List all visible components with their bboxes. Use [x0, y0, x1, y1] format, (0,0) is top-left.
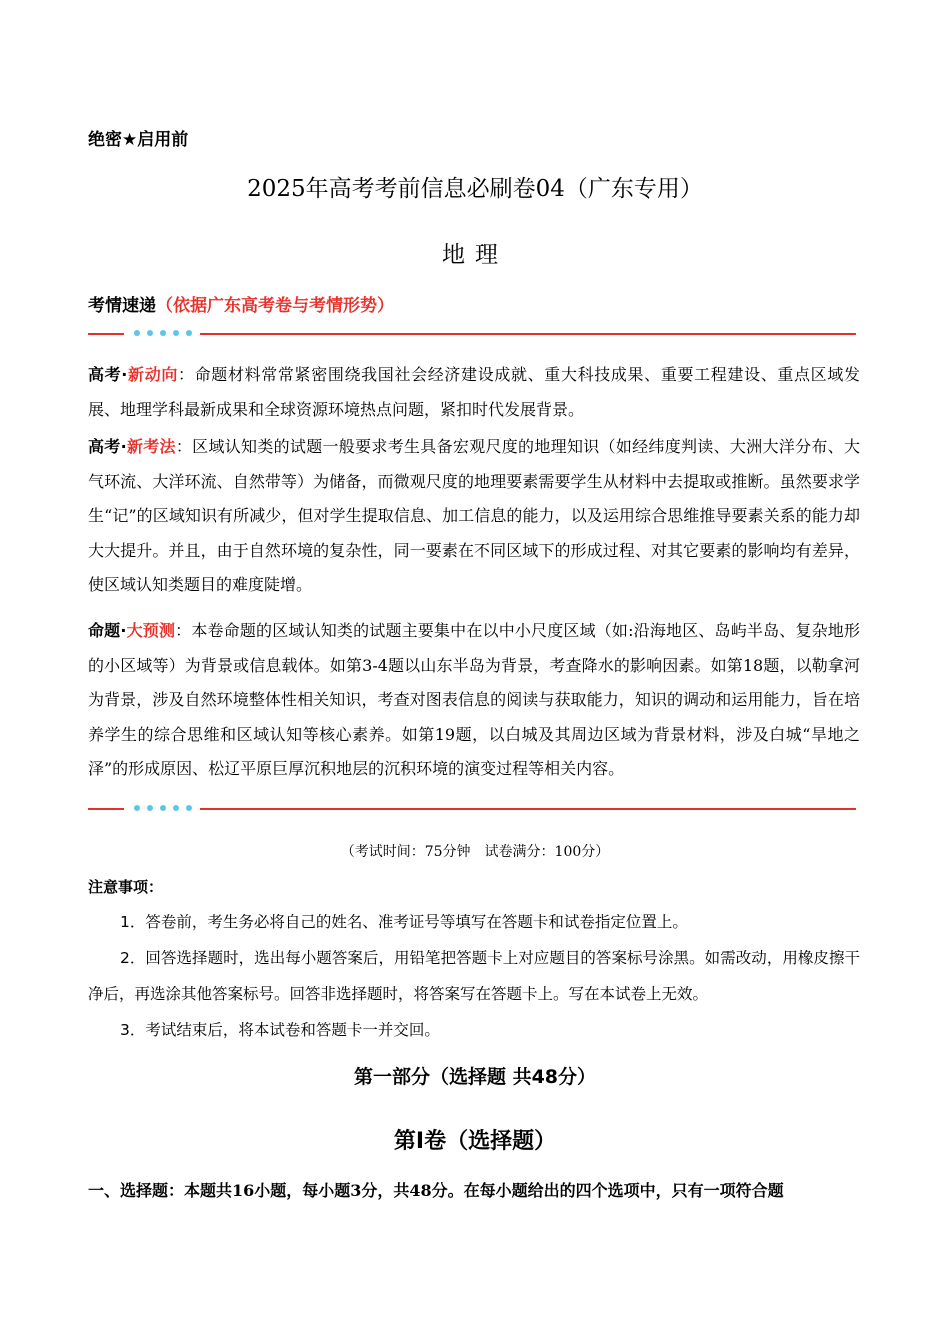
exam-title: 2025年高考考前信息必刷卷04（广东专用）: [247, 176, 703, 202]
info-key: 高考·新动向: [88, 365, 178, 384]
info-key: 高考·新考法: [88, 437, 176, 456]
info-text: ：区域认知类的试题一般要求考生具备宏观尺度的地理知识（如经纬度判读、大洲大洋分布、大气环流、大洋环流、自然带等）为储备，而微观尺度的地理要素需要学生从材料中去提取或推断。虽然要求学生“记”的区域知识有所减少，但对学生提取信息、加工信息的能力，以及运用综合思维推导要素关系的能力却大大提升。并且，由于自然环境的复杂性，同一要素在不同区域下的形成过程、对其它要素的影响均有差异，使区域认知类题目的难度陡增。: [88, 437, 860, 594]
secret-mark: 绝密★启用前: [88, 130, 189, 150]
notice-item: 3．考试结束后，将本试卷和答题卡一并交回。: [120, 1021, 440, 1039]
part-one-heading: 第一部分（选择题 共48分）: [353, 1066, 597, 1088]
divider-bottom: [88, 803, 856, 815]
info-paragraph-forecast: [88, 614, 860, 787]
info-paragraph-method: [88, 430, 860, 603]
info-paragraph-trend: [88, 358, 860, 427]
volume-one-heading: 第Ⅰ卷（选择题）: [393, 1129, 557, 1154]
section-label-note: （依据广东高考卷与考情形势）: [156, 296, 394, 316]
exam-time: （考试时间：75分钟 试卷满分：100分）: [340, 844, 610, 860]
notice-item: 2．回答选择题时，选出每小题答案后，用铅笔把答题卡上对应题目的答案标号涂黑。如需改动，用橡皮擦干净后，再选涂其他答案标号。回答非选择题时，将答案写在答题卡上。写在本试卷上无效。: [88, 949, 860, 1003]
info-key: 命题·大预测: [88, 621, 176, 640]
info-text: ：本卷命题的区域认知类的试题主要集中在以中小尺度区域（如:沿海地区、岛屿半岛、复杂地形的小区域等）为背景或信息载体。如第3-4题以山东半岛为背景，考查降水的影响因素。如第18题，以勒拿河为背景，涉及自然环境整体性相关知识，考查对图表信息的阅读与获取能力，知识的调动和运用能力，旨在培养学生的综合思维和区域认知等核心素养。如第19题，以白城及其周边区域为背景材料，涉及白城“旱地之泽”的形成原因、松辽平原巨厚沉积地层的沉积环境的演变过程等相关内容。: [88, 621, 860, 778]
info-text: ：命题材料常常紧密围绕我国社会经济建设成就、重大科技成果、重要工程建设、重点区域发展、地理学科最新成果和全球资源环境热点问题，紧扣时代发展背景。: [88, 365, 860, 419]
notice-title: 注意事项：: [88, 878, 164, 896]
question-intro: 一、选择题：本题共16小题，每小题3分，共48分。在每小题给出的四个选项中，只有一项符合题: [88, 1181, 784, 1200]
subject-title: 地理: [442, 242, 508, 268]
notice-item: 1．答卷前，考生务必将自己的姓名、准考证号等填写在答题卡和试卷指定位置上。: [120, 913, 688, 931]
section-label: [88, 291, 394, 316]
section-label-main: 考情速递: [88, 296, 156, 316]
divider-top: [88, 328, 856, 340]
